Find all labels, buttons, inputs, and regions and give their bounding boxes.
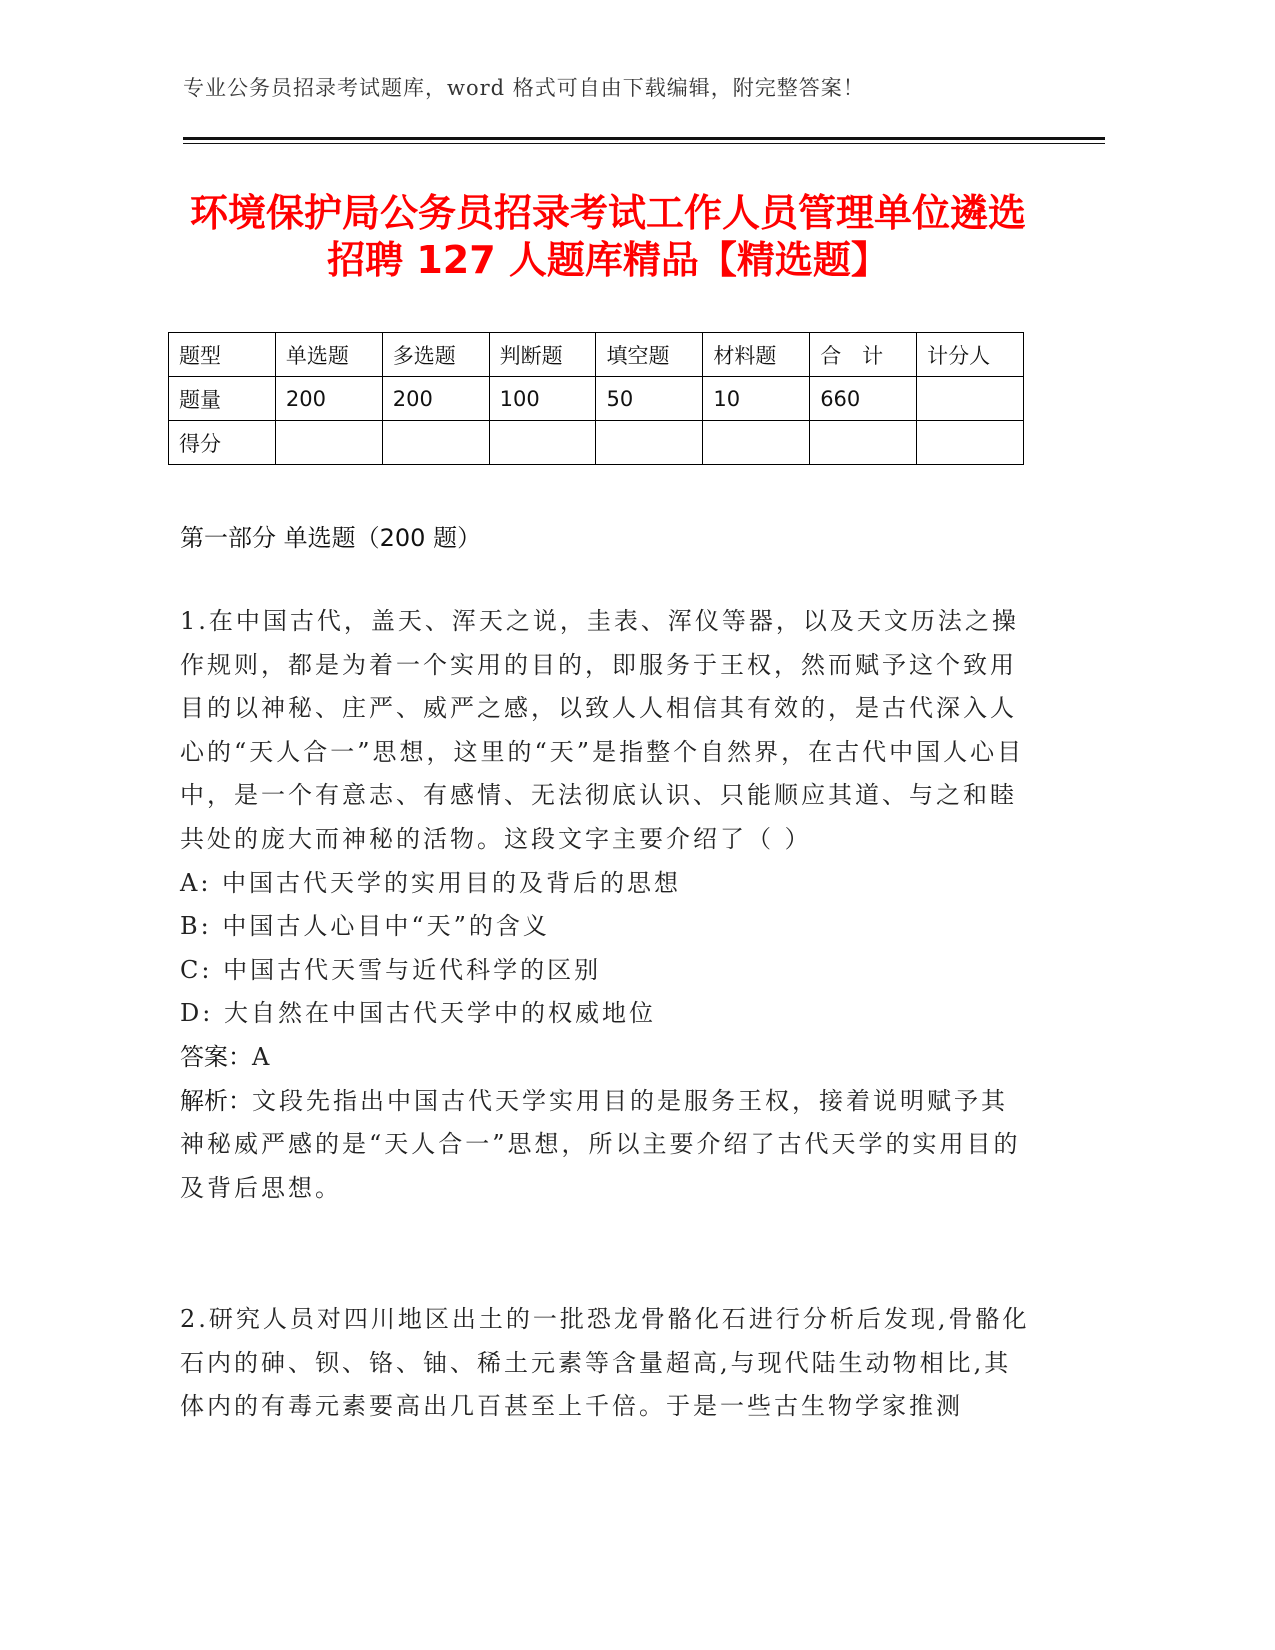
table-cell (489, 421, 596, 465)
question-1 (180, 600, 1030, 1210)
document-title: 环境保护局公务员招录考试工作人员管理单位遴选招聘 127 人题库精品【精选题】 (189, 191, 1026, 282)
score-table-score-row (169, 421, 1024, 465)
question-2 (180, 1298, 1030, 1429)
table-cell: 合 计 (810, 333, 917, 377)
explanation (180, 1080, 1030, 1211)
question-stem: 2.研究人员对四川地区出土的一批恐龙骨骼化石进行分析后发现,骨骼化石内的砷、钡、铬、铀、稀土元素等含量超高,与现代陆生动物相比,其体内的有毒元素要高出几百甚至上千倍。于是一些古生物学家推测 (180, 1305, 1030, 1421)
table-cell: 单选题 (275, 333, 382, 377)
table-cell: 200 (382, 377, 489, 421)
option-c: C: 中国古代天雪与近代科学的区别 (180, 955, 602, 984)
section-heading: 第一部分 单选题（200 题） (180, 524, 482, 552)
table-cell: 题型 (169, 333, 276, 377)
table-cell: 50 (596, 377, 703, 421)
table-cell: 660 (810, 377, 917, 421)
option-d: D: 大自然在中国古代天学中的权威地位 (180, 999, 656, 1028)
table-cell: 材料题 (703, 333, 810, 377)
header-rule-thick (183, 137, 1105, 140)
table-cell: 得分 (169, 421, 276, 465)
table-cell: 填空题 (596, 333, 703, 377)
table-cell (275, 421, 382, 465)
table-cell (382, 421, 489, 465)
table-cell: 10 (703, 377, 810, 421)
answer-label: 答案： (180, 1042, 252, 1071)
score-table (168, 332, 1024, 465)
header-rule-thin (183, 143, 1105, 144)
table-cell (703, 421, 810, 465)
question-stem: 1.在中国古代，盖天、浑天之说，圭表、浑仪等器，以及天文历法之操作规则，都是为着一个实用的目的，即服务于王权，然而赋予这个致用目的以神秘、庄严、威严之感，以致人人相信其有效的，是古代深入人心的“天人合一”思想，这里的“天”是指整个自然界，在古代中国人心目中，是一个有意志、有感情、无法彻底认识、只能顺应其道、与之和睦共处的庞大而神秘的活物。这段文字主要介绍了（ ） (180, 607, 1025, 853)
table-cell: 判断题 (489, 333, 596, 377)
table-cell: 多选题 (382, 333, 489, 377)
answer-value: A (252, 1042, 273, 1071)
table-cell (917, 377, 1024, 421)
table-cell: 题量 (169, 377, 276, 421)
explanation-label: 解析： (180, 1086, 252, 1115)
score-table-count-row (169, 377, 1024, 421)
table-cell (917, 421, 1024, 465)
explanation-text: 文段先指出中国古代天学实用目的是服务王权，接着说明赋予其神秘威严感的是“天人合一”思想，所以主要介绍了古代天学的实用目的及背后思想。 (180, 1086, 1021, 1202)
score-table-header-row (169, 333, 1024, 377)
header-note: 专业公务员招录考试题库，word 格式可自由下载编辑，附完整答案！ (183, 76, 865, 100)
option-a: A: 中国古代天学的实用目的及背后的思想 (180, 868, 682, 897)
table-cell (596, 421, 703, 465)
table-cell: 100 (489, 377, 596, 421)
table-cell (810, 421, 917, 465)
answer-line (180, 1036, 1030, 1080)
option-b: B: 中国古人心目中“天”的含义 (180, 912, 550, 941)
table-cell: 计分人 (917, 333, 1024, 377)
table-cell: 200 (275, 377, 382, 421)
